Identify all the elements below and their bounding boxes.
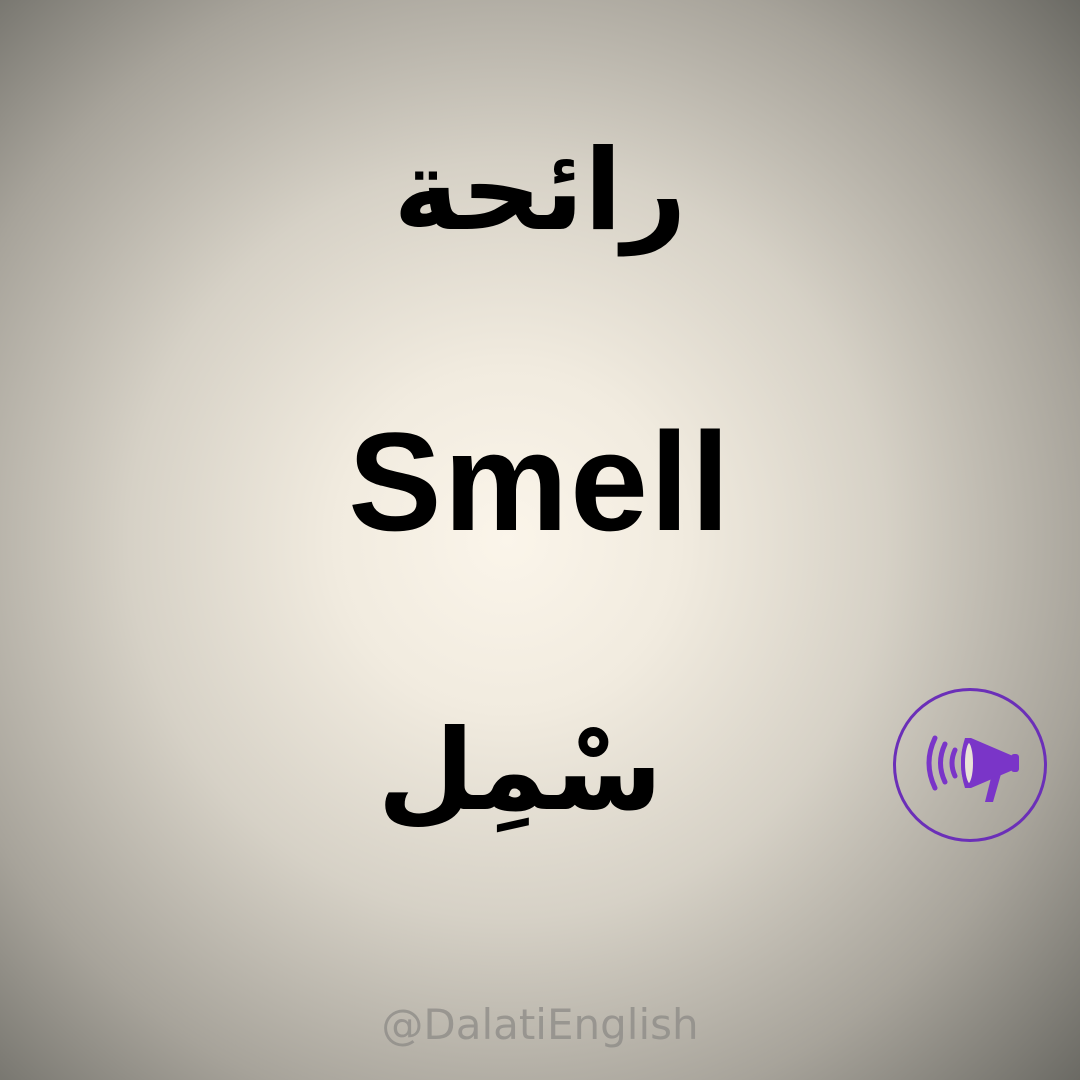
megaphone-icon xyxy=(905,698,1035,832)
arabic-translation: رائحة xyxy=(393,126,687,256)
arabic-pronunciation: سْمِل xyxy=(377,706,663,836)
english-word: Smell xyxy=(348,403,732,560)
audio-play-button[interactable] xyxy=(893,688,1047,842)
watermark: @DalatiEnglish xyxy=(381,1000,699,1049)
